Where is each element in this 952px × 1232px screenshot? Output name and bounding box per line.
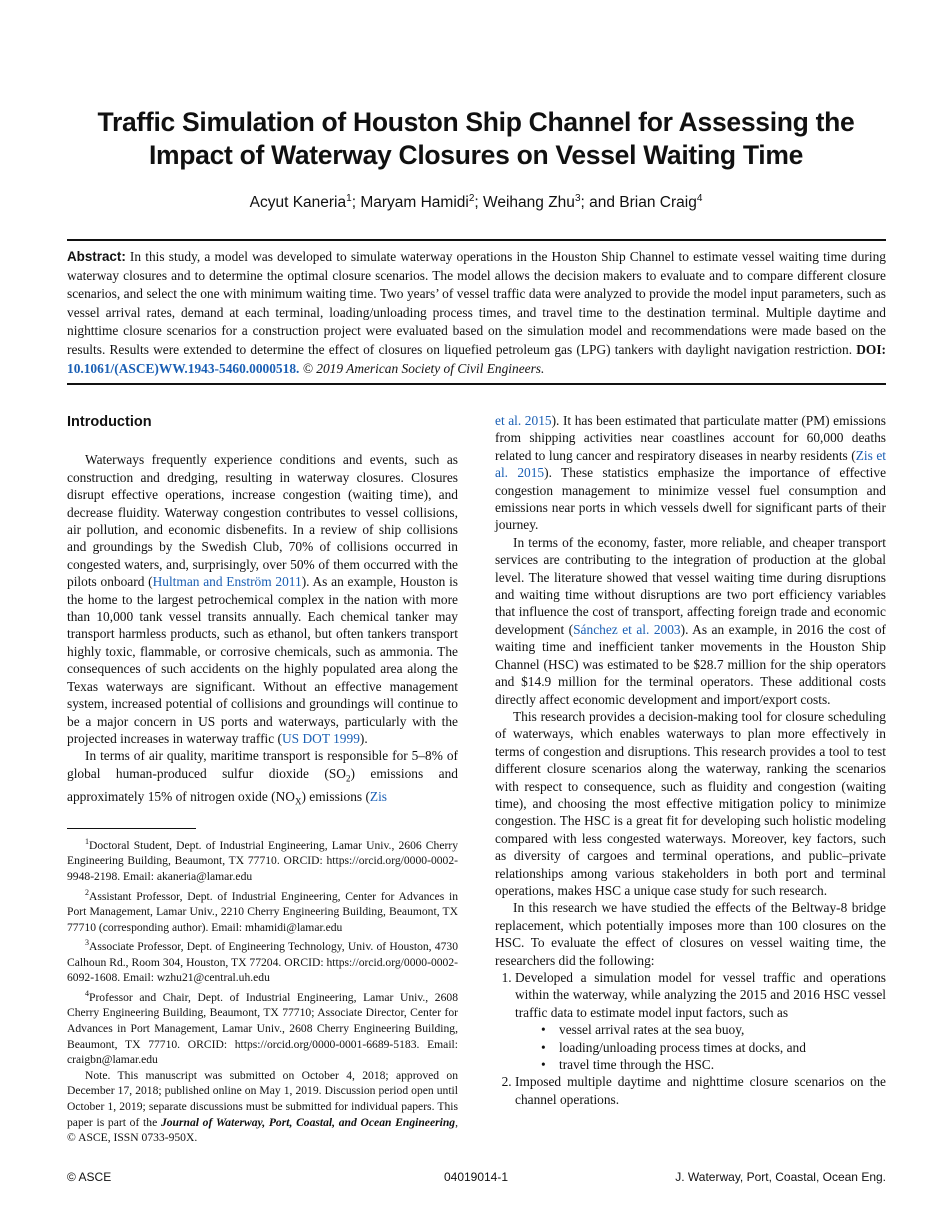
footer-page-id: 04019014-1	[443, 1170, 509, 1184]
author-mark: 2	[468, 193, 475, 204]
numbered-list	[495, 969, 886, 1108]
manuscript-note	[67, 1068, 458, 1146]
paper-title	[40, 106, 912, 172]
author-name: Weihang Zhu	[483, 194, 575, 212]
footer-copyright: © ASCE	[67, 1170, 112, 1184]
footnote-mark: 1	[85, 837, 89, 846]
list-item-text: Imposed multiple daytime and nighttime closure scenarios on the channel operations.	[515, 1074, 886, 1107]
paragraph: In this research we have studied the effects of the Beltway-8 bridge replacement, which potentially imposes more than 100 closures on the HSC. To evaluate the effect of closures on vessel waiting time, the researchers did the following:	[495, 900, 886, 968]
bullet-item: • loading/unloading process times at docks, and	[541, 1039, 886, 1056]
paragraph-text: Waterways frequently experience conditions and events, such as construction and dredging, resulting in waterway closures. Closures disrupt effective operations, increase congestion (waiting time), and decrease fluidity. Waterway congestion contributes to vessel collisions, air pollution, and economic disbenefits. In a review of ship collisions and groundings by the Swedish Club, 70% of collisions occurred in congested waters, and, surprisingly, over 50% of them occurred with the pilots onboard (	[67, 452, 458, 590]
note-text: Note. This manuscript was submitted on October 4, 2018; approved on December 17, 2018; published online on May 1, 2019. Discussion period open until October 1, 2019; separate discussions must be submitted for individual papers. This paper is part of the	[67, 1068, 458, 1129]
footnote-mark: 3	[85, 938, 89, 948]
author-mark: 1	[346, 193, 352, 204]
subscript: X	[294, 796, 302, 807]
author-name: Brian Craig	[619, 194, 697, 212]
bullet-item: • travel time through the HSC.	[541, 1056, 886, 1073]
footnote	[67, 935, 458, 986]
footnote	[67, 885, 458, 936]
author-mark: 3	[574, 193, 581, 204]
footnote-text: Associate Professor, Dept. of Engineering Technology, Univ. of Houston, 4730 Calhoun Rd., Room 304, Houston, TX 77204. ORCID: https://orcid.org/0000-0002-6092-1608. Email: wzhu21@central.uh.edu	[67, 940, 458, 985]
doi-link[interactable]: 10.1061/(ASCE)WW.1943-5460.0000518.	[67, 360, 300, 376]
footnote-text: Doctoral Student, Dept. of Industrial Engineering, Lamar Univ., 2606 Cherry Engineering Building, Beaumont, TX 77710. ORCID: https://orcid.org/0000-0002-9948-2198. Email: akaneria@lamar.edu	[67, 838, 458, 884]
list-item-text: Developed a simulation model for vessel traffic and operations within the waterway, while analyzing the 2015 and 2016 HSC vessel traffic data to estimate model input factors, such as	[515, 970, 886, 1020]
footnote-text: Assistant Professor, Dept. of Industrial Engineering, Center for Advances in Port Management, Lamar Univ., 2210 Cherry Engineering Building, Beaumont, TX 77710 (corresponding author). Email: mhamidi@lamar.edu	[67, 889, 458, 934]
paragraph-text: ) emissions (	[301, 788, 370, 804]
list-item	[515, 969, 886, 1073]
author-separator: ;	[474, 194, 484, 212]
title-line-1: Traffic Simulation of Houston Ship Channel for Assessing the	[97, 107, 855, 137]
author-list	[40, 189, 912, 213]
journal-name: Journal of Waterway, Port, Coastal, and Ocean Engineering	[160, 1115, 456, 1129]
footnote-mark: 2	[85, 887, 89, 897]
paragraph-text: ) emissions and approximately 15% of nitrogen oxide (NO	[67, 765, 458, 804]
author-separator: ; and	[580, 194, 620, 212]
list-item	[515, 1073, 886, 1108]
citation-link[interactable]: et al. 2015	[495, 413, 552, 428]
citation-link[interactable]: US DOT 1999	[282, 730, 360, 746]
abstract-bottom-rule	[67, 383, 886, 385]
left-column	[67, 414, 458, 811]
copyright-line: © 2019 American Society of Civil Engineers.	[302, 360, 545, 376]
paragraph: This research provides a decision-making tool for closure scheduling of waterways, which enables waterways to plan more effectively in terms of congestion and disruptions. This research provides a tool to test different closure scenarios along the waterway, ranking the scenarios with respect to consequence, such as fluidity and congestion (waiting time), and choosing the most effective mitigation policy to minimize congestion. The HSC is a great fit for developing such holistic modeling compared with less congested waterways. Moreover, key factors, such as diversity of cargoes and terminal operations, and public–private relationships among various stakeholders in both port and terminal operations, makes HSC a unique case study for such research.	[495, 708, 886, 898]
author-name: Maryam Hamidi	[360, 194, 469, 212]
title-line-2: Impact of Waterway Closures on Vessel Waiting Time	[148, 140, 804, 170]
footnotes	[67, 834, 458, 1146]
author-name: Acyut Kaneria	[249, 194, 347, 212]
citation-link[interactable]: Sánchez et al. 2003	[573, 621, 681, 637]
section-heading: Introduction	[67, 414, 152, 430]
footnote-mark: 4	[85, 988, 89, 998]
author-separator: ;	[351, 194, 361, 212]
footnote	[67, 986, 458, 1068]
paragraph-text: In terms of air quality, maritime transport is responsible for 5–8% of global human-produced sulfur dioxide (SO	[67, 748, 458, 781]
citation-link[interactable]: Hultman and Enström 2011	[152, 574, 302, 590]
paragraph-text: ).	[359, 730, 368, 746]
note-text: , © ASCE, ISSN 0733-950X.	[67, 1115, 458, 1145]
bullet-item: • vessel arrival rates at the sea buoy,	[541, 1021, 886, 1038]
paragraph-text: ). It has been estimated that particulate matter (PM) emissions from shipping activities near coastlines account for 60,000 deaths related to lung cancer and respiratory diseases in nearby residents (	[495, 413, 886, 463]
citation-link[interactable]: Zis et al. 2015	[495, 447, 886, 481]
abstract-label: Abstract:	[67, 249, 126, 264]
author-mark: 4	[696, 193, 703, 204]
paragraph-text: ). These statistics emphasize the importance of effective congestion management to minimize vessel fuel consumption and emissions near ports in which vessels dwell for significant parts of their journey.	[495, 465, 887, 533]
footer-journal: J. Waterway, Port, Coastal, Ocean Eng.	[675, 1170, 886, 1184]
abstract-top-rule	[67, 239, 886, 241]
abstract-text: In this study, a model was developed to simulate waterway operations in the Houston Ship Channel to estimate vessel waiting time during waterway closures and to determine the optimal closure scenarios. The model allows the decision makers to evaluate and to compare different closure scenarios, and select the one with minimum waiting time. Two years’ of vessel traffic data were analyzed to provide the model input parameters, such as vessel arrival rates, demand at each terminal, loading/unloading process times, and travel time to the destination terminal. Multiple daytime and nighttime closure scenarios for a construction project were evaluated based on the simulation model and recommendations were made based on the results. Results were extended to determine the effect of closures on liquefied petroleum gas (LPG) tankers with daylight navigation restriction.	[67, 249, 886, 357]
doi-label: DOI:	[856, 341, 886, 357]
paragraph	[495, 412, 886, 534]
citation-link[interactable]: Zis	[369, 788, 388, 804]
paragraph	[67, 747, 458, 811]
footnote-rule	[67, 828, 196, 829]
subscript: 2	[345, 773, 351, 784]
paragraph-text: ). As an example, in 2016 the cost of waiting time and inefficient tanker movements in the Houston Ship Channel (HSC) was estimated to be $28.7 million for the ship operators and $14.9 million for the terminal operators. These additional costs directly affect economic development and import/export costs.	[495, 621, 886, 707]
abstract	[67, 248, 886, 378]
paragraph-text: ). As an example, Houston is the home to the largest petrochemical complex in the nation with more than 10,000 tank vessel transits annually. Each chemical tanker may transport harmless products, such as ethanol, but often tankers transport highly toxic, flammable, or corrosive chemicals, such as ammonia. The consequences of such accidents on the highly populated area along the Texas waterways are significant. Without an effective management system, increased potential of collisions and groundings will continue to be a major concern in US ports and waterways, particularly with the projected increases in waterway traffic (	[67, 574, 459, 746]
footnote-text: Professor and Chair, Dept. of Industrial Engineering, Lamar Univ., 2608 Cherry Engineering Building, Beaumont, TX 77710; Associate Director, Center for Advances in Port Management, Lamar Univ., 2608 Cherry Engineering Building, Beaumont, TX 77710. ORCID: https://orcid.org/0000-0001-6689-5183. Email: craigbn@lamar.edu	[67, 990, 458, 1067]
paragraph	[495, 534, 886, 708]
footnote	[67, 834, 458, 885]
paragraph	[67, 451, 458, 747]
right-column	[495, 412, 886, 1108]
paragraph-text: In terms of the economy, faster, more reliable, and cheaper transport services are contributing to the integration of production at the global level. The literature showed that vessel waiting time during disruptions and waiting time without disruptions are two port efficiency variables that influence the cost of transport, affecting foreign trade and economic development (	[495, 534, 886, 637]
bullet-list	[515, 1021, 886, 1073]
